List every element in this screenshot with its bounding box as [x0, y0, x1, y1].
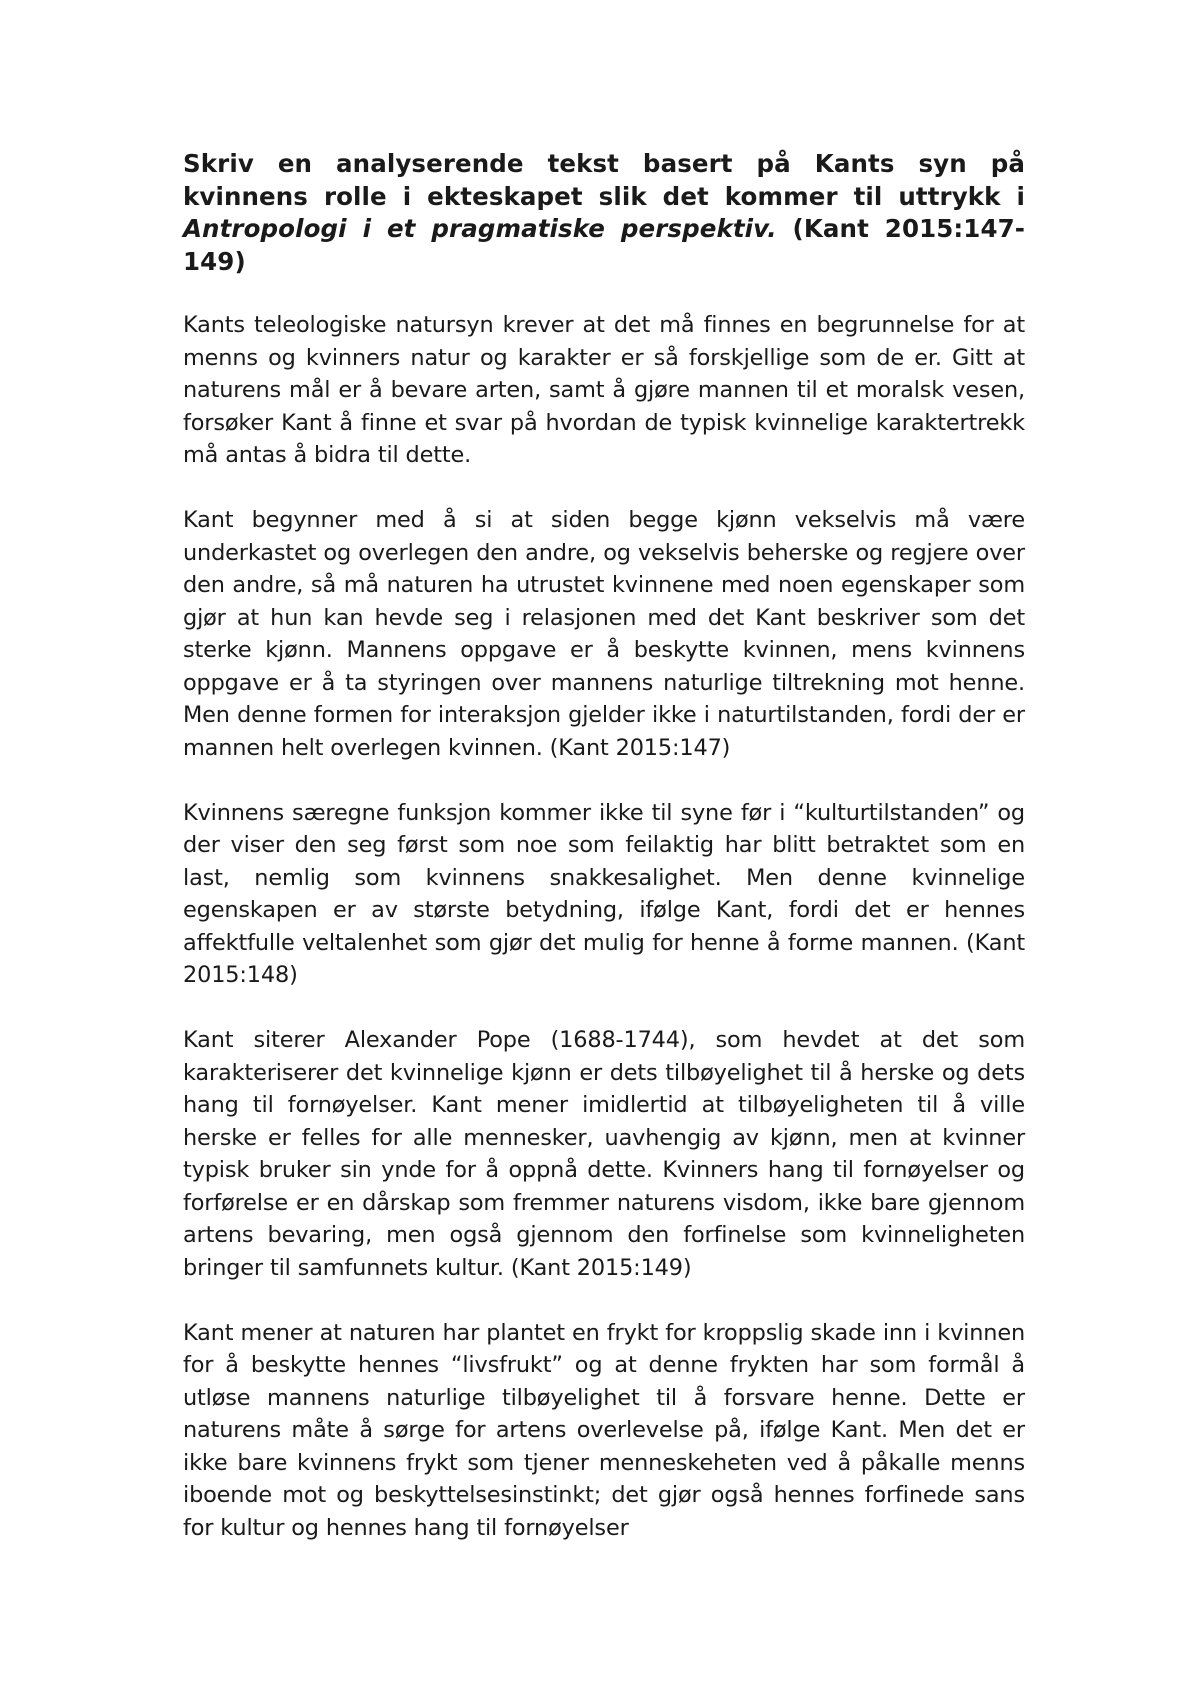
paragraph-3: Kvinnens særegne funksjon kommer ikke til syne før i “kulturtilstanden” og der viser den seg først som noe som feilaktig har blitt betraktet som en last, nemlig som kvinnens snakkesalighet. Men denne kvinnelige egenskapen er av største betydning, ifølge Kant, fordi det er hennes affektfulle veltalenhet som gjør det mulig for henne å forme mannen. (Kant 2015:148) [183, 799, 1025, 988]
paragraph-1: Kants teleologiske natursyn krever at det må finnes en begrunnelse for at menns og kvinners natur og karakter er så forskjellige som de er. Gitt at naturens mål er å bevare arten, samt å gjøre mannen til et moralsk vesen, forsøker Kant å finne et svar på hvordan de typisk kvinnelige karaktertrekk må antas å bidra til dette. [183, 312, 1025, 468]
paragraph-2: Kant begynner med å si at siden begge kjønn vekselvis må være underkastet og overlegen den andre, og vekselvis beherske og regjere over den andre, så må naturen ha utrustet kvinnene med noen egenskaper som gjør at hun kan hevde seg i relasjonen med det Kant beskriver som det sterke kjønn. Mannens oppgave er å beskytte kvinnen, mens kvinnens oppgave er å ta styringen over mannens naturlige tiltrekning mot henne. Men denne formen for interaksjon gjelder ikke i naturtilstanden, fordi der er mannen helt overlegen kvinnen. (Kant 2015:147) [183, 507, 1025, 761]
paragraph-5: Kant mener at naturen har plantet en frykt for kroppslig skade inn i kvinnen for å beskytte hennes “livsfrukt” og at denne frykten har som formål å utløse mannens naturlige tilbøyelighet til å forsvare henne. Dette er naturens måte å sørge for artens overlevelse på, ifølge Kant. Men det er ikke bare kvinnens frykt som tjener menneskeheten ved å påkalle menns iboende mot og beskyttelsesinstinkt; det gjør også hennes forfinede sans for kultur og hennes hang til fornøyelser [183, 1319, 1025, 1541]
assignment-heading [183, 148, 1025, 278]
book-title: Antropologi i et pragmatiske perspektiv. [183, 214, 777, 243]
heading-text-part1: Skriv en analyserende tekst basert på Kants syn på kvinnens rolle i ekteskapet slik det kommer til uttrykk i [183, 149, 1025, 211]
document-page [183, 148, 1025, 1577]
heading-citation: (Kant 2015:147-149) [183, 214, 1026, 276]
paragraph-4: Kant siterer Alexander Pope (1688-1744), som hevdet at det som karakteriserer det kvinnelige kjønn er dets tilbøyelighet til å herske og dets hang til fornøyelser. Kant mener imidlertid at tilbøyeligheten til å ville herske er felles for alle mennesker, uavhengig av kjønn, men at kvinner typisk bruker sin ynde for å oppnå dette. Kvinners hang til fornøyelser og forførelse er en dårskap som fremmer naturens visdom, ikke bare gjennom artens bevaring, men også gjennom den forfinelse som kvinneligheten bringer til samfunnets kultur. (Kant 2015:149) [183, 1027, 1025, 1281]
